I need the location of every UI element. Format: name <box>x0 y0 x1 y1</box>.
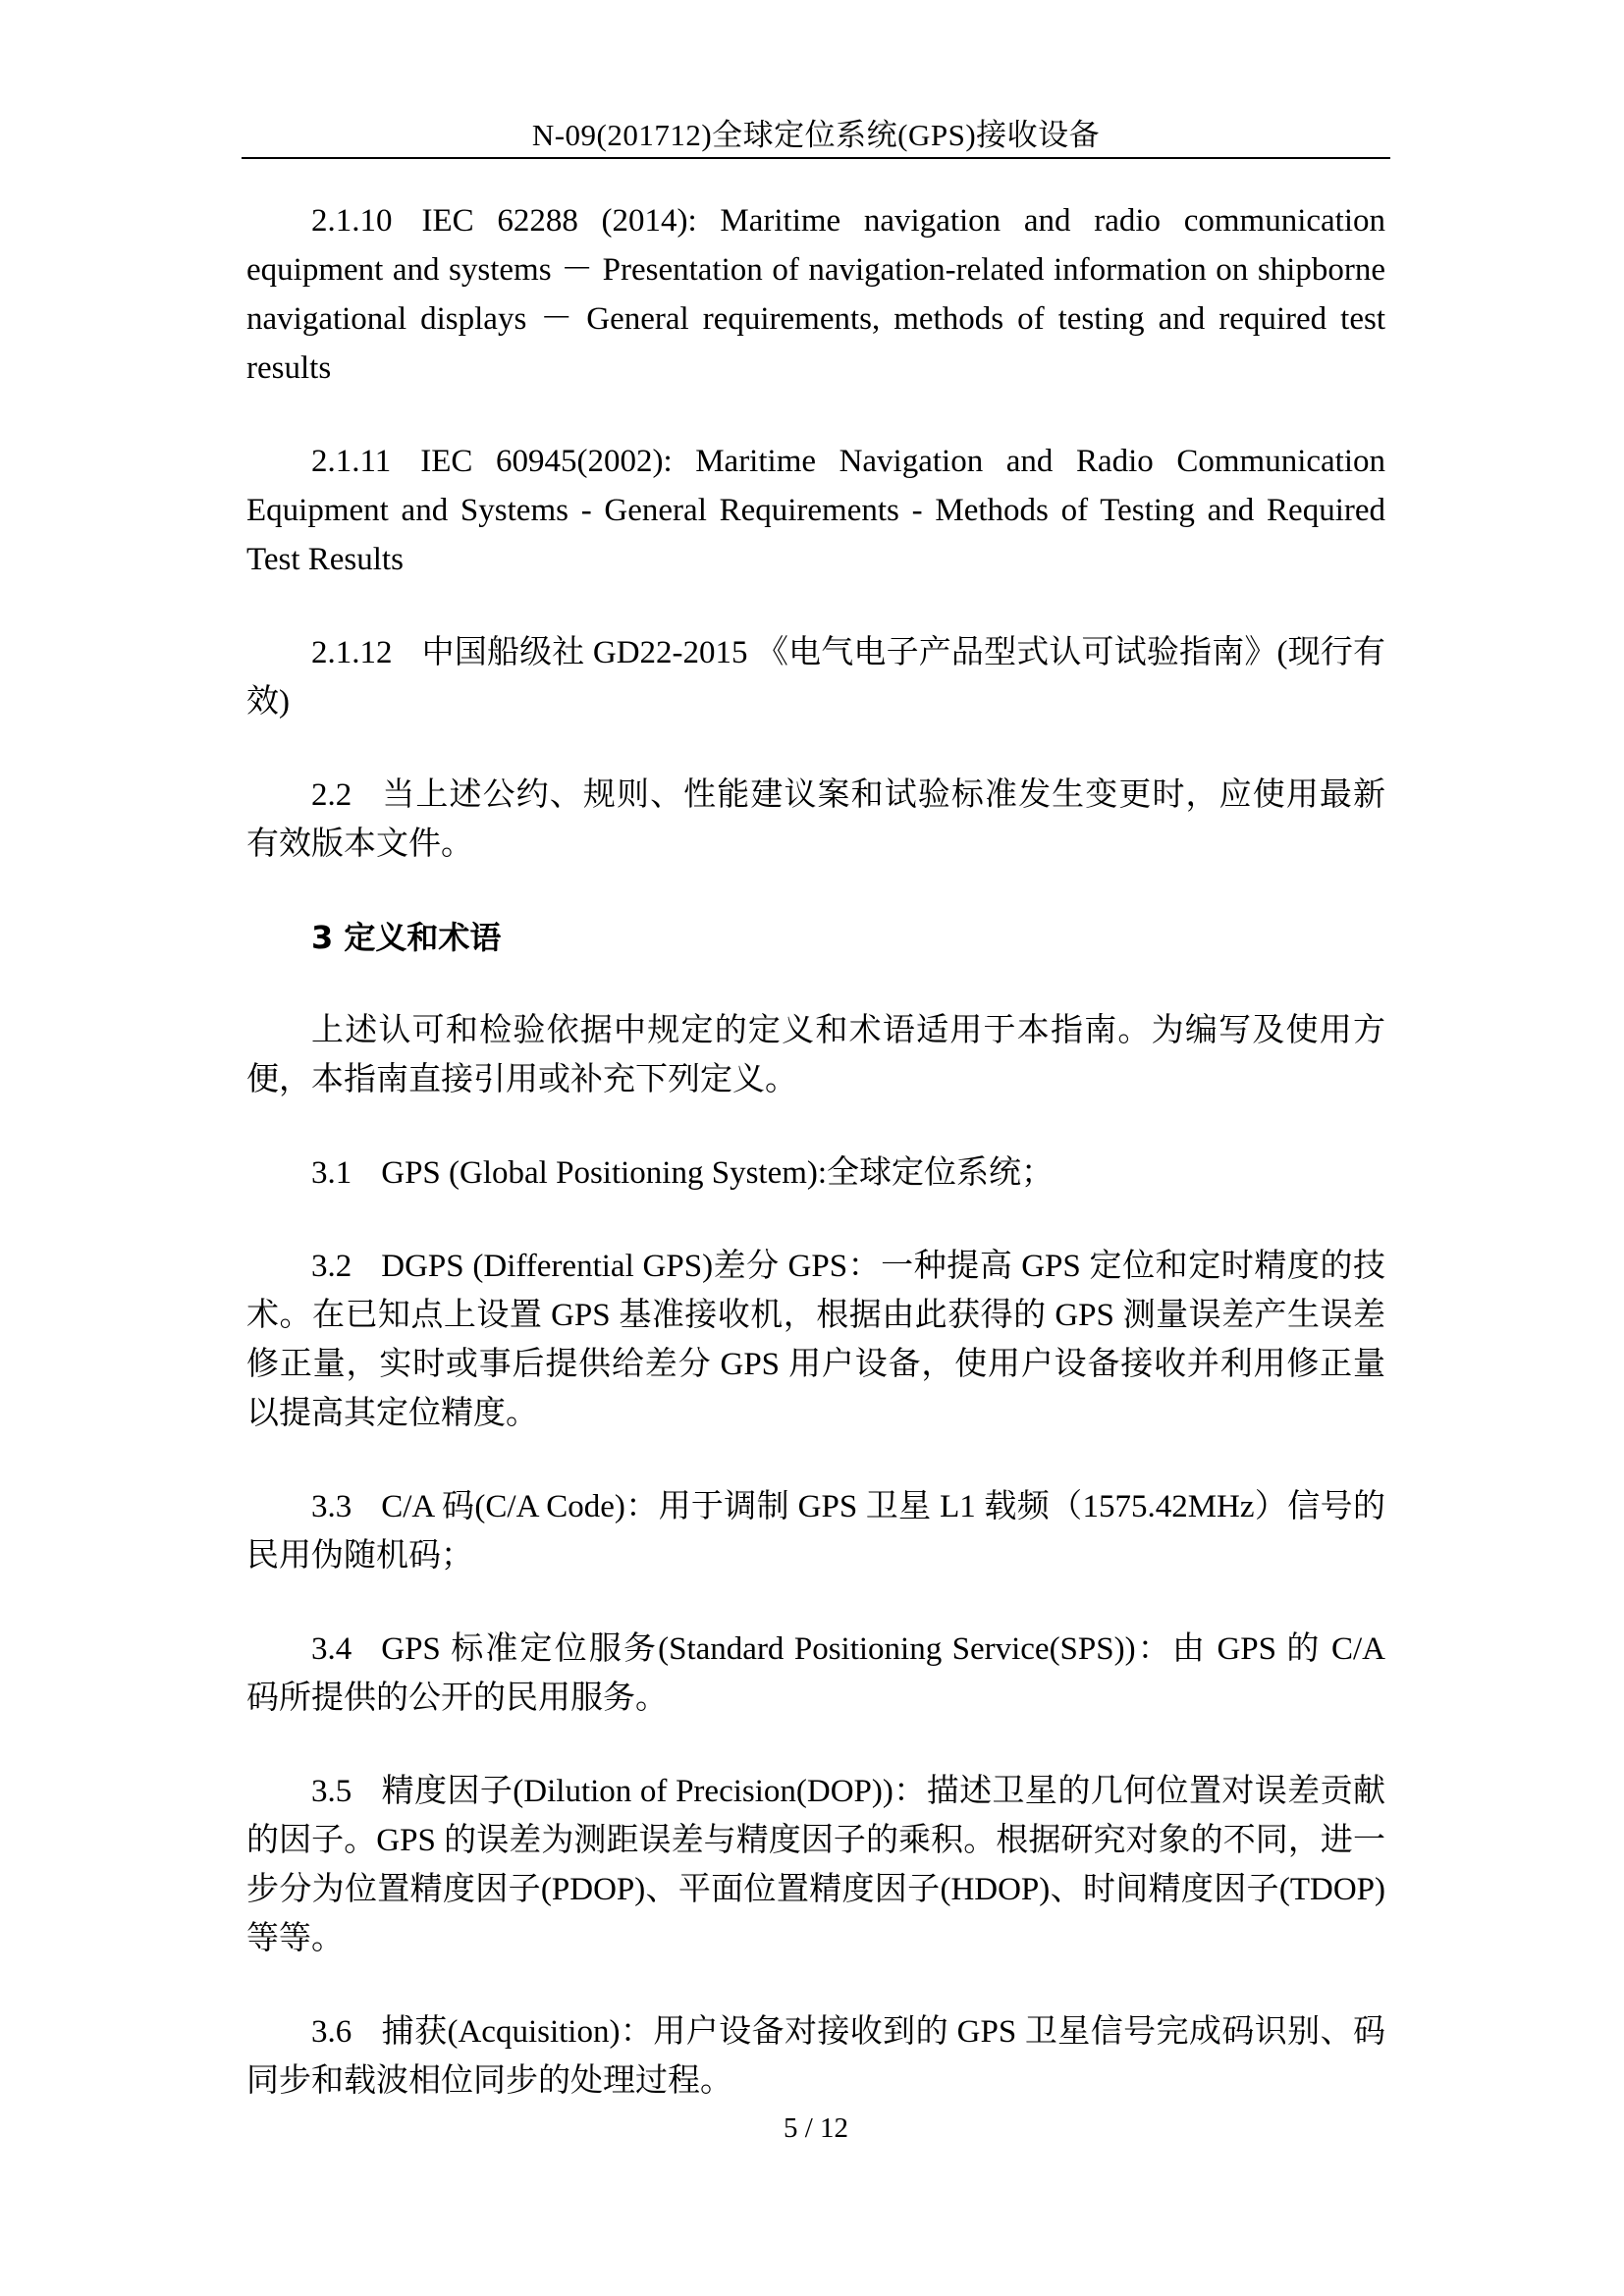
clause-2-1-12 <box>246 628 1385 726</box>
clause-text: GPS (Global Positioning System):全球定位系统； <box>381 1155 1055 1191</box>
clause-number: 2.1.10 <box>311 203 393 239</box>
clause-number: 2.1.12 <box>311 635 393 670</box>
definition-3-3 <box>246 1482 1385 1580</box>
definition-3-5 <box>246 1767 1385 1963</box>
definition-3-2 <box>246 1242 1385 1438</box>
clause-number: 3.3 <box>311 1489 352 1524</box>
definition-3-4 <box>246 1625 1385 1723</box>
clause-text: C/A 码(C/A Code)：用于调制 GPS 卫星 L1 载频（1575.42MHz）信号的民用伪随机码； <box>246 1489 1385 1574</box>
clause-text: 中国船级社 GD22-2015 《电气电子产品型式认可试验指南》(现行有效) <box>246 635 1385 720</box>
clause-text: DGPS (Differential GPS)差分 GPS：一种提高 GPS 定位和定时精度的技术。在已知点上设置 GPS 基准接收机，根据由此获得的 GPS 测量误差产生误差修正量，实时或事后提供给差分 GPS 用户设备，使用户设备接收并利用修正量以提高其定位精度。 <box>246 1249 1385 1431</box>
section-3-intro: 上述认可和检验依据中规定的定义和术语适用于本指南。为编写及使用方便，本指南直接引用或补充下列定义。 <box>246 1013 1385 1097</box>
clause-text: GPS 标准定位服务(Standard Positioning Service(SPS))：由 GPS 的 C/A 码所提供的公开的民用服务。 <box>246 1631 1385 1716</box>
clause-number: 3.6 <box>311 2014 352 2050</box>
page-number: 5 / 12 <box>783 2112 849 2144</box>
clause-2-2 <box>246 771 1385 869</box>
header-divider <box>242 157 1390 159</box>
document-body <box>246 196 1385 2150</box>
clause-2-1-10 <box>246 196 1385 393</box>
clause-number: 2.1.11 <box>311 444 392 479</box>
clause-number: 3.4 <box>311 1631 352 1667</box>
definition-3-1 <box>246 1148 1385 1198</box>
clause-text: 当上述公约、规则、性能建议案和试验标准发生变更时，应使用最新有效版本文件。 <box>246 777 1385 862</box>
page-header-title: N-09(201712)全球定位系统(GPS)接收设备 <box>531 118 1101 152</box>
clause-text: 捕获(Acquisition)：用户设备对接收到的 GPS 卫星信号完成码识别、码同步和载波相位同步的处理过程。 <box>246 2014 1385 2099</box>
clause-text: IEC 62288 (2014): Maritime navigation and radio communication equipment and systems － Presentation of navigation-related information on shipborne navigational displays － General requirements, methods of testing and required test results <box>246 203 1385 386</box>
clause-number: 3.5 <box>311 1774 352 1809</box>
section-3-heading: 3 定义和术语 <box>311 919 502 956</box>
clause-text: IEC 60945(2002): Maritime Navigation and Radio Communication Equipment and Systems - General Requirements - Methods of Testing and Required Test Results <box>246 444 1385 577</box>
definition-3-6 <box>246 2007 1385 2106</box>
clause-2-1-11 <box>246 437 1385 584</box>
clause-number: 2.2 <box>311 777 352 813</box>
clause-number: 3.1 <box>311 1155 352 1191</box>
clause-text: 精度因子(Dilution of Precision(DOP))：描述卫星的几何位置对误差贡献的因子。GPS 的误差为测距误差与精度因子的乘积。根据研究对象的不同，进一步分为位置精度因子(PDOP)、平面位置精度因子(HDOP)、时间精度因子(TDOP)等等。 <box>246 1774 1385 1956</box>
clause-number: 3.2 <box>311 1249 352 1284</box>
